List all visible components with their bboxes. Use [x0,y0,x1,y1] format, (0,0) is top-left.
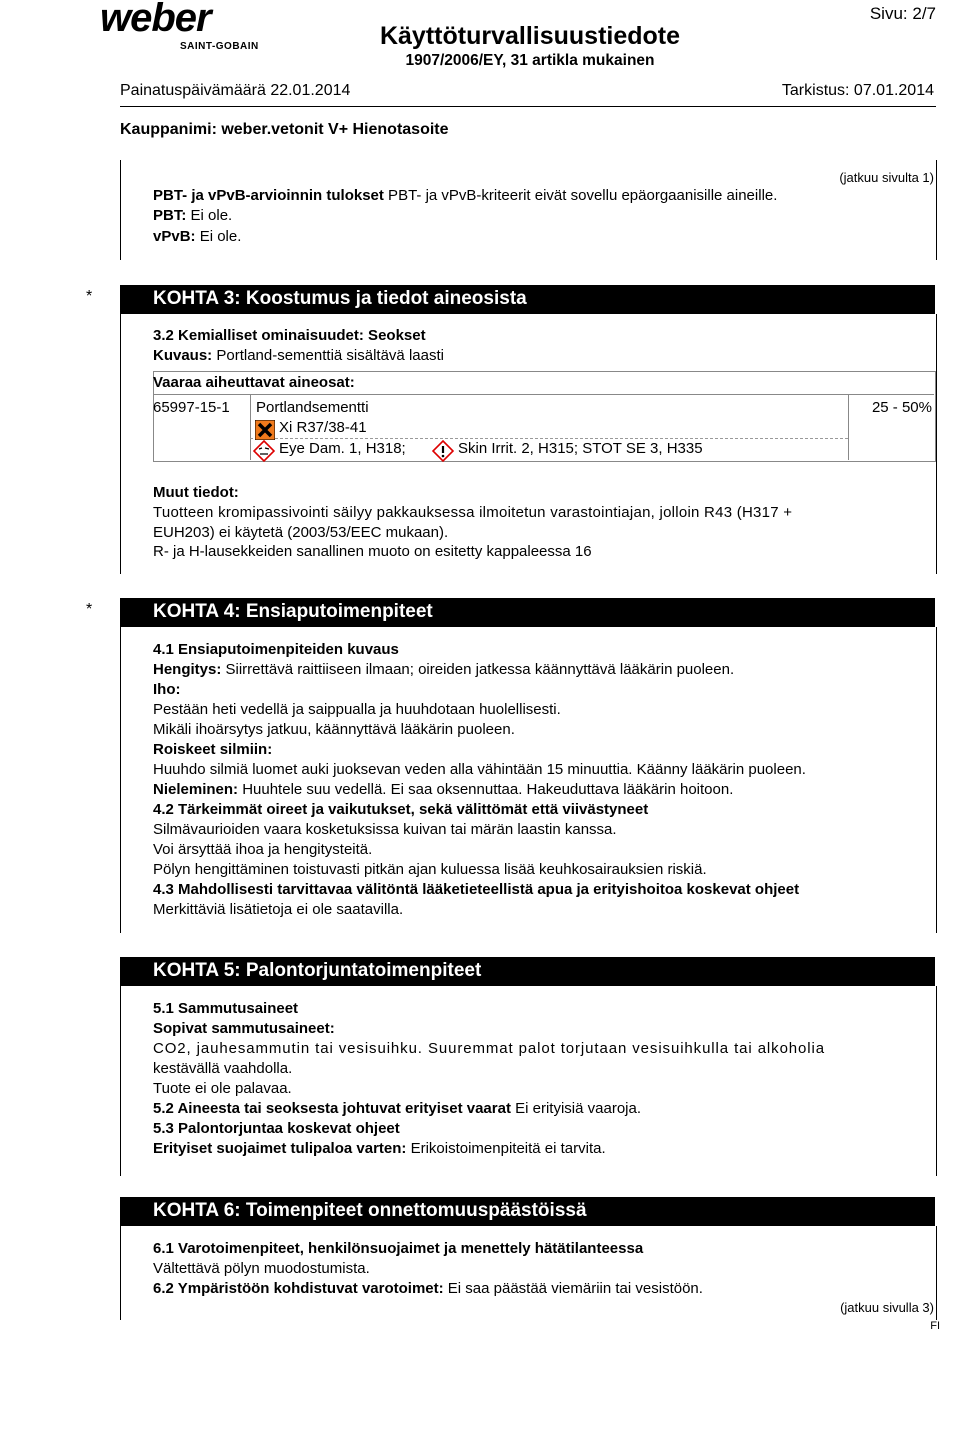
section-4-3-heading: 4.3 Mahdollisesti tarvittavaa välitöntä lääketieteellistä apua ja erityishoitoa koskevat ohjeet [153,881,800,898]
section-3-title: KOHTA 3: Koostumus ja tiedot aineosista [153,288,527,309]
section-5-2-heading: 5.2 Aineesta tai seoksesta johtuvat erityiset vaarat [153,1100,511,1117]
section-5-1-heading: 5.1 Sammutusaineet [153,1000,299,1017]
section-6-bar [120,1197,935,1226]
eyes-text: Huuhdo silmiä luomet auki juoksevan veden alla vähintään 15 minuuttia. Käänny lääkärin puoleen. [153,761,806,778]
breathing-text: Siirrettävä raittiiseen ilmaan; oireiden jatkessa käännyttävä lääkärin puoleen. [221,661,735,678]
continued-to-note: (jatkuu sivulla 3) [840,1300,934,1315]
corrosion-pictogram-icon [253,440,275,462]
section-4-1-heading: 4.1 Ensiaputoimenpiteiden kuvaus [153,641,399,658]
vpvb-label: vPvB: [153,228,196,245]
section-3-2-heading: 3.2 Kemialliset ominaisuudet: Seokset [153,327,426,344]
symptoms-text: Voi ärsyttää ihoa ja hengitysteitä. [153,841,373,858]
hazard-statement-2: Skin Irrit. 2, H315; STOT SE 3, H335 [458,440,703,457]
section-5-3-heading: 5.3 Palontorjuntaa koskevat ohjeet [153,1120,400,1137]
environment-text: Ei saa päästää viemäriin tai vesistöön. [443,1280,703,1297]
other-info-line: R- ja H-lausekkeiden sanallinen muoto on esitetty kappaleessa 16 [153,543,592,560]
not-flammable-text: Tuote ei ole palavaa. [153,1080,292,1097]
medical-attention-text: Merkittäviä lisätietoja ei ole saatavilla. [153,901,404,918]
pbt-box [120,160,937,260]
table-divider [250,394,251,460]
description-value: Portland-sementtiä sisältävä laasti [212,347,444,364]
section-5-bar [120,957,935,986]
other-info-label: Muut tiedot: [153,484,239,501]
section-6-title: KOHTA 6: Toimenpiteet onnettomuuspäästöissä [153,1200,587,1221]
document-title: Käyttöturvallisuustiedote [379,22,681,50]
breathing-label: Hengitys: [153,661,222,678]
section-4-bar [120,598,935,627]
pbt-result-label: PBT- ja vPvB-arvioinnin tulokset [153,187,384,204]
document-subtitle: 1907/2006/EY, 31 artikla mukainen [405,52,655,69]
continued-from-note: (jatkuu sivulta 1) [839,170,934,185]
suitable-media-text: kestävällä vaahdolla. [153,1060,293,1077]
section-4-2-heading: 4.2 Tärkeimmät oireet ja vaikutukset, sekä välittömät että viivästyneet [153,801,649,818]
suitable-media-label: Sopivat sammutusaineet: [153,1020,335,1037]
eyes-label: Roiskeet silmiin: [153,741,273,758]
protective-equipment-text: Erikoistoimenpiteitä ei tarvita. [406,1140,606,1157]
section-4-title: KOHTA 4: Ensiaputoimenpiteet [153,601,433,622]
swallowing-line [153,781,733,798]
skin-text: Pestään heti vedellä ja saippualla ja huuhdotaan huolellisesti. [153,701,561,718]
special-hazards-text: Ei erityisiä vaaroja. [510,1100,642,1117]
description-label: Kuvaus: [153,347,213,364]
pbt-label: PBT: [153,207,187,224]
revision-date: Tarkistus: 07.01.2014 [781,82,934,99]
pbt-value: Ei ole. [186,207,233,224]
protective-equipment-line [153,1140,606,1157]
precautions-text: Vältettävä pölyn muodostumista. [153,1260,370,1277]
concentration: 25 - 50% [871,399,932,416]
vpvb-value: Ei ole. [195,228,242,245]
description-line [153,347,444,364]
page-number: Sivu: 2/7 [869,4,936,23]
skin-text: Mikäli ihoärsytys jatkuu, käännyttävä lääkärin puoleen. [153,721,515,738]
swallowing-text: Huuhtele suu vedellä. Ei saa oksennuttaa. Hakeuduttava lääkärin hoitoon. [238,781,734,798]
revision-star: * [86,288,93,305]
language-code: FI [930,1320,940,1332]
section-5-title: KOHTA 5: Palontorjuntatoimenpiteet [153,960,482,981]
swallowing-label: Nieleminen: [153,781,239,798]
section-6-2-heading: 6.2 Ympäristöön kohdistuvat varotoimet: [153,1280,444,1297]
print-date: Painatuspäivämäärä 22.01.2014 [120,82,351,99]
harmful-cross-icon [255,420,275,440]
header-divider [120,106,936,107]
weber-logo [100,0,260,54]
logo-wordmark: weber [100,0,211,40]
protective-equipment-label: Erityiset suojaimet tulipaloa varten: [153,1140,407,1157]
pbt-result-line [153,187,777,204]
vpvb-line [153,228,241,245]
suitable-media-text: CO2, jauhesammutin tai vesisuihku. Suuremmat palot torjutaan vesisuihkulla tai alkoholia [153,1040,825,1057]
pbt-result-text: PBT- ja vPvB-kriteerit eivät sovellu epäorgaanisille aineille. [383,187,778,204]
section-3-bar [120,285,935,314]
hazard-statement-1: Eye Dam. 1, H318; [279,440,406,457]
exclamation-pictogram-icon [432,440,454,462]
pbt-line [153,207,232,224]
table-dashed-divider [250,438,848,439]
component-name: Portlandsementti [256,399,369,416]
revision-star: * [86,601,93,618]
other-info-line: EUH203) ei käytetä (2003/53/EEC mukaan). [153,524,449,541]
table-divider [848,394,849,460]
environment-line [153,1280,703,1297]
other-info-line: Tuotteen kromipassivointi säilyy pakkauksessa ilmoitetun varastointiajan, jolloin R43 (H317 + [153,504,793,521]
trade-name: Kauppanimi: weber.vetonit V+ Hienotasoite [120,121,449,138]
special-hazards-line [153,1100,641,1117]
old-classification: Xi R37/38-41 [279,419,367,436]
skin-label: Iho: [153,681,181,698]
symptoms-text: Pölyn hengittäminen toistuvasti pitkän ajan kuluessa lisää keuhkosairauksien riskiä. [153,861,707,878]
cas-number: 65997-15-1 [153,399,230,416]
section-6-1-heading: 6.1 Varotoimenpiteet, henkilönsuojaimet ja menettely hätätilanteessa [153,1240,644,1257]
breathing-line [153,661,734,678]
table-heading: Vaaraa aiheuttavat aineosat: [153,374,355,391]
symptoms-text: Silmävaurioiden vaara kosketuksissa kuivan tai märän laastin kanssa. [153,821,617,838]
logo-subtitle: SAINT-GOBAIN [180,41,259,52]
